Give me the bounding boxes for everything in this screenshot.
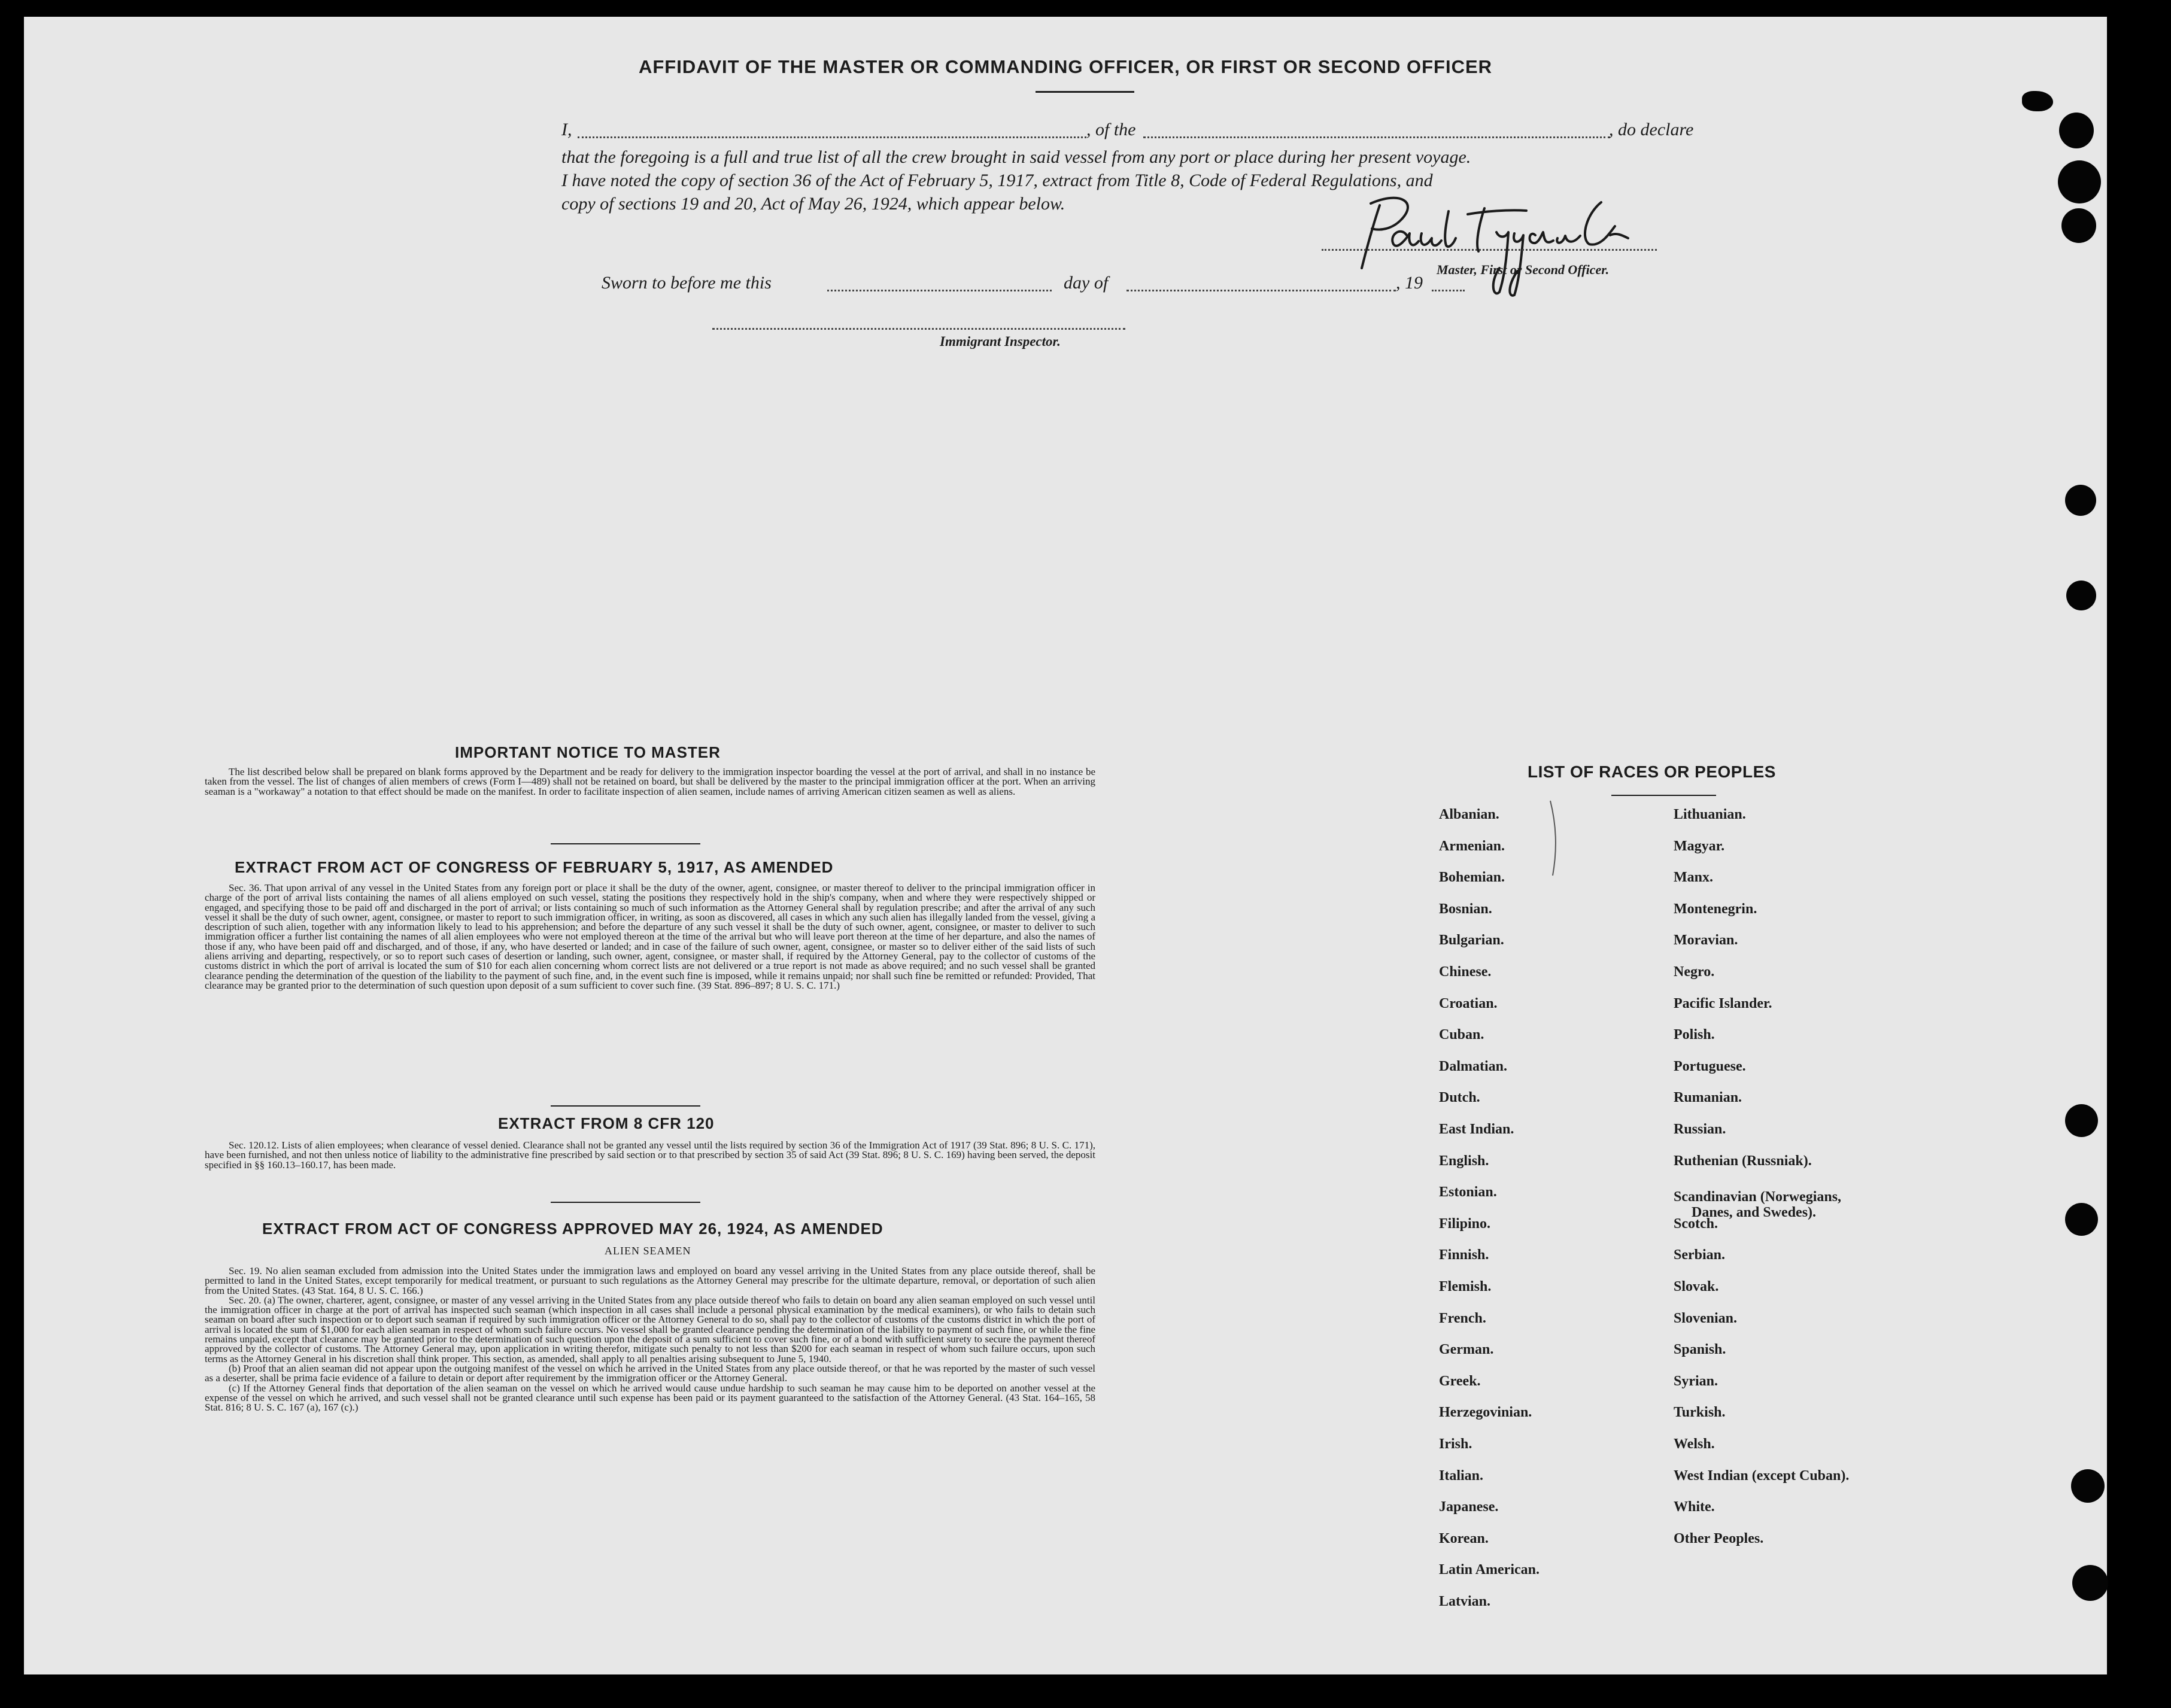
binding-hole	[2065, 1203, 2098, 1236]
races-rule	[1611, 795, 1716, 796]
race-item: Portuguese.	[1674, 1058, 1746, 1074]
race-item: Chinese.	[1439, 964, 1492, 980]
race-item: Croatian.	[1439, 995, 1498, 1011]
race-item: Danes, and Swedes).	[1692, 1205, 1817, 1221]
race-item: West Indian (except Cuban).	[1674, 1467, 1850, 1484]
vessel-prefix: , of the	[1086, 120, 1136, 139]
sec-20a-text: Sec. 20. (a) The owner, charterer, agent, consignee, or master of any vessel arriving in the United States from any place outside thereof who fails to detain on board any alien seaman employed on such vessel until the immigration officer in charge at the port of arrival has inspected such seaman (which inspection in all cases shall include a personal physical examination by the medical examiners), or who fails to detain such seaman on board after such inspection or to deport such seaman if required by such immigration officer or the Attorney General to do so, shall pay to the collector of customs of the customs district in which the port of arrival is located the sum of $1,000 for each alien seaman in respect of whom such failure occurs. No vessel shall be granted clearance pending the determination of the liability to payment of such fine, or while the fine remains unpaid, except that clearance may be granted prior to the determination of such question upon the deposit of a sum sufficient to cover such fine, or of a bond with sufficient surety to secure the payment thereof approved by the collector of customs. The Attorney General may, upon application in writing therefor, mitigate such penalty to not less than $200 for each seaman in respect of whom such failure occurs, upon such terms as the Attorney General in his discretion shall think proper. This section, as amended, shall apply to all penalties arising subsequent to June 5, 1940.	[205, 1294, 1095, 1364]
race-item: Bulgarian.	[1439, 932, 1504, 949]
race-item: Scotch.	[1674, 1215, 1718, 1232]
race-item: Serbian.	[1674, 1247, 1726, 1263]
extract-cfr-text: Sec. 120.12. Lists of alien employees; when clearance of vessel denied. Clearance shall not be granted any vessel until the lists required by section 36 of the Immigration Act of 1917 (39 Stat. 896; 8 U. S. C. 171), have been furnished, and not then unless notice of liability to the administrative fine prescribed by said section or to that prescribed by section 35 of said Act (39 Stat. 896; 8 U. S. C. 169) having been served, the deposit specified in §§ 160.13–160.17, has been made.	[205, 1139, 1095, 1171]
race-item: Japanese.	[1439, 1499, 1499, 1515]
race-item: Welsh.	[1674, 1436, 1715, 1452]
race-item: Lithuanian.	[1674, 807, 1746, 822]
race-item: Cuban.	[1439, 1027, 1484, 1043]
extract-cfr-rule	[551, 1202, 700, 1203]
pencil-mark	[1532, 795, 1568, 879]
race-item: English.	[1439, 1153, 1489, 1169]
sworn-prefix: Sworn to before me this	[602, 273, 772, 293]
sworn-year-field[interactable]	[1432, 290, 1465, 291]
binding-hole	[2022, 91, 2053, 111]
race-item: French.	[1439, 1310, 1486, 1326]
sworn-day-of: day of	[1064, 273, 1109, 293]
race-item: Ruthenian (Russniak).	[1674, 1153, 1812, 1169]
race-item: White.	[1674, 1499, 1715, 1515]
binding-hole	[2065, 1104, 2098, 1137]
extract-1917-text: Sec. 36. That upon arrival of any vessel in the United States from any foreign port or place it shall be the duty of the owner, agent, consignee, or master thereof to deliver to the principal immigration officer in charge of the port of arrival lists containing the names of all aliens employed on such vessel, stating the positions they respectively hold in the ship's company, when and where they were respectively shipped or engaged, and specifying those to be paid off and discharged in the port of arrival; or lists containing so much of such information as the Attorney General shall by regulation prescribe; and after the arrival of any such vessel it shall be the duty of such owner, agent, consignee, or master to report to such immigration officer, in writing, as soon as discovered, all cases in which any such alien has illegally landed from the vessel, giving a description of such alien, together with any information likely to lead to his apprehension; and before the departure of any such vessel it shall be the duty of such owner, agent, consignee, or master to deliver to such immigration officer a further list containing the names of all alien employees who were not employed thereon at the time of the arrival but who will leave port thereon at the time of her departure, and also the names of those if any, who have been paid off and discharged, and of those, if any, who have deserted or landed; and in case of the failure of such owner, agent, consignee, or master so to deliver either of the said lists of such aliens arriving and departing, respectively, or so to report such cases of desertion or landing, such owner, agent, consignee, or master shall, if required by the Attorney General, pay to the collector of customs of the customs district in which the port of arrival is located the sum of $10 for each alien concerning whom correct lists are not delivered or a true report is not made as above required; and no such vessel shall be granted clearance pending the determination of the question of the liability to the payment of such fine, and, in the event such fine is imposed, while it remains unpaid; nor shall such fine be remitted or refunded: Provided, That clearance may be granted prior to the determination of such question upon deposit of a sum sufficient to cover such fine. (39 Stat. 896–897; 8 U. S. C. 171.)	[205, 882, 1095, 991]
notice-text: The list described below shall be prepared on blank forms approved by the Department and be ready for delivery to the immigration inspector boarding the vessel at the port of arrival, and shall in no instance be taken from the vessel. The list of changes of alien members of crews (Form I—489) shall not be retained on board, but shall be delivered by the master to the principal immigration officer at the port. When an arriving seaman is a "workaway" a notation to that effect should be made on the manifest. In order to facilitate inspection of alien seamen, include names of arriving American citizen seamen as well as aliens.	[205, 766, 1095, 797]
notice-rule	[551, 843, 700, 844]
sworn-month-field[interactable]	[1127, 290, 1396, 291]
race-item: Dalmatian.	[1439, 1058, 1507, 1074]
race-item: Finnish.	[1439, 1247, 1489, 1263]
inspector-signature-line[interactable]	[712, 328, 1125, 330]
race-item: Filipino.	[1439, 1215, 1491, 1232]
race-item: Bosnian.	[1439, 901, 1492, 917]
races-title: LIST OF RACES OR PEOPLES	[1528, 762, 1776, 781]
race-item: Flemish.	[1439, 1279, 1492, 1294]
notice-title: IMPORTANT NOTICE TO MASTER	[455, 743, 721, 761]
race-item: Syrian.	[1674, 1373, 1718, 1389]
extract-cfr-title: EXTRACT FROM 8 CFR 120	[498, 1114, 715, 1132]
binding-hole	[2058, 160, 2101, 203]
extract-1917-title: EXTRACT FROM ACT OF CONGRESS OF FEBRUARY 5, 1917, AS AMENDED	[235, 858, 834, 876]
extract-1924-subtitle: ALIEN SEAMEN	[605, 1245, 691, 1257]
race-item: Negro.	[1674, 964, 1715, 980]
race-item: Italian.	[1439, 1467, 1484, 1484]
signature-line[interactable]	[1322, 249, 1657, 251]
race-item: Armenian.	[1439, 838, 1505, 854]
sec-20c-text: (c) If the Attorney General finds that deportation of the alien seaman on the vessel on which he arrived would cause undue hardship to such seaman he may cause him to be deported on another vessel at the expense of the vessel on which he arrived, and such vessel shall not be granted clearance until such expense has been paid or its payment guaranteed to the satisfaction of the Attorney General. (43 Stat. 164–165, 58 Stat. 816; 8 U. S. C. 167 (a), 167 (c).)	[205, 1382, 1095, 1414]
binding-hole	[2072, 1565, 2108, 1601]
signature-caption: Master, First or Second Officer.	[1437, 262, 1610, 277]
sworn-year-prefix: , 19	[1396, 273, 1423, 293]
race-item: German.	[1439, 1342, 1494, 1358]
race-item: Slovak.	[1674, 1279, 1719, 1294]
race-item: Turkish.	[1674, 1405, 1726, 1421]
affidavit-line-2: that the foregoing is a full and true list of all the crew brought in said vessel from any port or place during her present voyage.	[561, 147, 1471, 167]
race-item: Manx.	[1674, 870, 1713, 886]
race-item: Dutch.	[1439, 1090, 1480, 1106]
race-item: Irish.	[1439, 1436, 1472, 1452]
race-item: Pacific Islander.	[1674, 995, 1772, 1011]
sec-20b-text: (b) Proof that an alien seaman did not appear upon the outgoing manifest of the vessel on which he arrived in the United States from any place outside thereof, or that he was reported by the master of such vessel as a deserter, shall be prima facie evidence of a failure to detain or deport after requirement by the immigration officer or the Attorney General.	[205, 1362, 1095, 1384]
binding-hole	[2059, 113, 2094, 148]
race-item: Greek.	[1439, 1373, 1481, 1389]
sec-19-text: Sec. 19. No alien seaman excluded from admission into the United States under the immigration laws and employed on board any vessel arriving in the United States from any place outside thereof, shall be permitted to land in the United States, except temporarily for medical treatment, or pursuant to such regulations as the Attorney General may prescribe for the ultimate departure, removal, or deportation of such alien from the United States. (43 Stat. 164, 8 U. S. C. 166.)	[205, 1265, 1095, 1296]
race-item: Spanish.	[1674, 1342, 1726, 1358]
affidavit-title: AFFIDAVIT OF THE MASTER OR COMMANDING OFFICER, OR FIRST OR SECOND OFFICER	[638, 56, 1493, 77]
race-item: Bohemian.	[1439, 870, 1505, 886]
declare-text: , do declare	[1609, 120, 1694, 139]
title-rule	[1036, 91, 1134, 93]
binding-hole	[2061, 208, 2096, 243]
affidavit-line-3: I have noted the copy of section 36 of the Act of February 5, 1917, extract from Title 8, Code of Federal Regulations, and	[561, 171, 1433, 190]
race-item: Magyar.	[1674, 838, 1725, 854]
extract-1924-text	[205, 1266, 1095, 1412]
race-item: Russian.	[1674, 1122, 1726, 1137]
extract-1924-title: EXTRACT FROM ACT OF CONGRESS APPROVED MAY 26, 1924, AS AMENDED	[262, 1220, 883, 1238]
sworn-date-field[interactable]	[827, 290, 1052, 291]
binding-hole	[2071, 1469, 2105, 1503]
vessel-name-field[interactable]	[1143, 136, 1610, 138]
race-item: Latin American.	[1439, 1562, 1540, 1578]
race-item: Korean.	[1439, 1530, 1489, 1546]
binding-hole	[2066, 581, 2096, 610]
race-item: Estonian.	[1439, 1184, 1497, 1201]
race-item: East Indian.	[1439, 1122, 1514, 1137]
race-item: Slovenian.	[1674, 1310, 1738, 1326]
race-item: Other Peoples.	[1674, 1530, 1764, 1546]
form-sheet	[24, 17, 2107, 1674]
declarant-prefix: I,	[561, 120, 572, 139]
race-item: Rumanian.	[1674, 1090, 1742, 1106]
race-item: Moravian.	[1674, 932, 1738, 949]
race-item: Montenegrin.	[1674, 901, 1757, 917]
race-item: Latvian.	[1439, 1594, 1491, 1609]
inspector-caption: Immigrant Inspector.	[940, 334, 1061, 349]
binding-hole	[2065, 485, 2096, 516]
declarant-name-field[interactable]	[578, 136, 1086, 138]
race-item: Polish.	[1674, 1027, 1715, 1043]
race-item: Herzegovinian.	[1439, 1405, 1532, 1421]
race-item: Albanian.	[1439, 807, 1499, 822]
affidavit-line-4: copy of sections 19 and 20, Act of May 26, 1924, which appear below.	[561, 194, 1065, 214]
race-item: Scandinavian (Norwegians,	[1674, 1189, 1842, 1205]
extract-1917-rule	[551, 1105, 700, 1107]
